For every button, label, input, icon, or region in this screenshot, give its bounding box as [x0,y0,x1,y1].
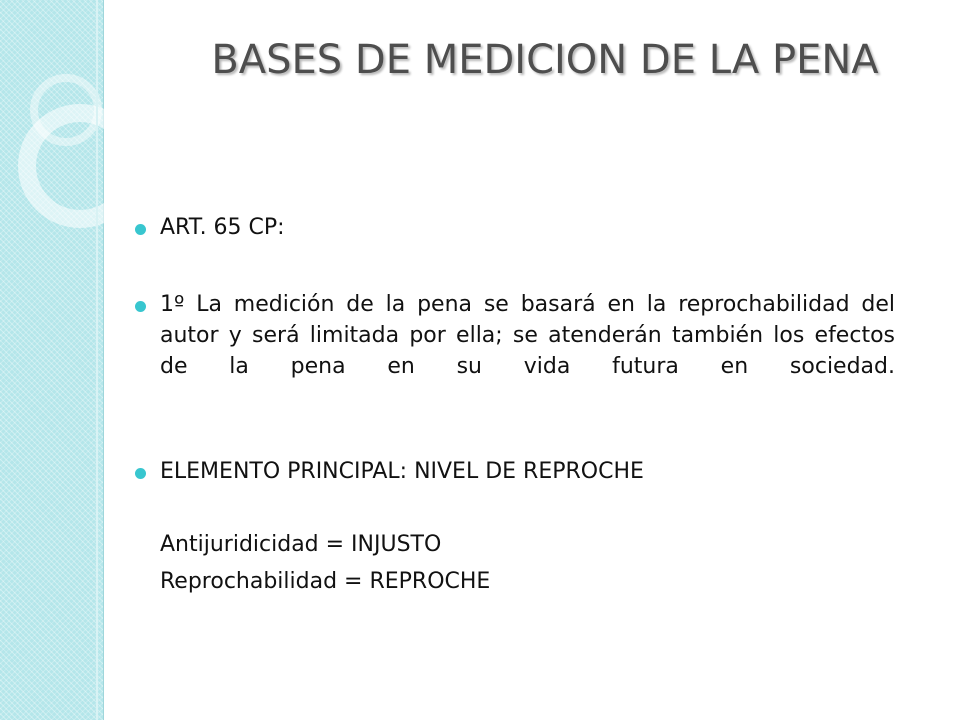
definition-line-injusto: Antijuridicidad = INJUSTO [160,532,442,557]
bullet-dot-icon [135,224,146,235]
slide-content [135,212,895,597]
decorative-sidebar [0,0,104,720]
bullet-text: ELEMENTO PRINCIPAL: NIVEL DE REPROCHE [160,459,644,484]
bullet-dot-icon [135,301,146,312]
definition-line-reproche: Reprochabilidad = REPROCHE [160,569,491,594]
bullet-text: 1º La medición de la pena se basará en la reprochabilidad del autor y será limitada por ella; se atenderán también los efectos de la pena en su vida futura en sociedad. [160,292,895,379]
slide-title: BASES DE MEDICION DE LA PENA [211,37,879,83]
bullet-text: ART. 65 CP: [160,215,285,240]
sidebar-divider [96,0,98,720]
bullet-dot-icon [135,468,146,479]
bullet-item-article [135,212,895,243]
decorative-ring-large [18,104,142,228]
bullet-item-main-element [135,456,895,487]
bullet-item-paragraph [135,289,895,382]
